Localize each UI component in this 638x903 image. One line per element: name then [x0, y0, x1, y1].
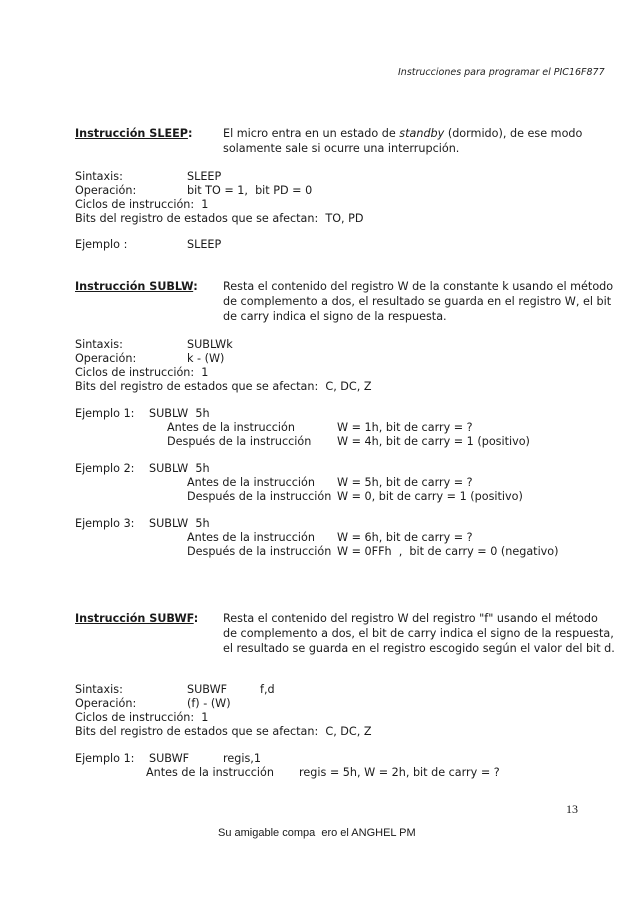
sleep-desc-line-2: solamente sale si ocurre una interrupción.	[223, 142, 460, 155]
sublw-operacion-value: k - (W)	[187, 352, 225, 365]
subwf-desc-line-3: el resultado se guarda en el registro escogido según el valor del bit d.	[223, 642, 615, 655]
sublw-ejemplo-3-after-value: W = 0FFh , bit de carry = 0 (negativo)	[337, 545, 559, 558]
subwf-desc-line-2: de complemento a dos, el bit de carry indica el signo de la respuesta,	[223, 627, 614, 640]
subwf-operacion-label: Operación:	[75, 697, 137, 710]
sleep-desc-em: standby	[399, 127, 445, 140]
subwf-title-colon: :	[193, 612, 199, 625]
subwf-ejemplo-before-value: regis = 5h, W = 2h, bit de carry = ?	[299, 766, 500, 779]
sleep-sintaxis-value: SLEEP	[187, 170, 222, 183]
sublw-ejemplo-2-before: Antes de la instrucción	[187, 476, 315, 489]
sleep-bits: Bits del registro de estados que se afectan: TO, PD	[75, 212, 364, 225]
sublw-desc-line-1: Resta el contenido del registro W de la constante k usando el método	[223, 280, 614, 293]
sublw-bits: Bits del registro de estados que se afectan: C, DC, Z	[75, 380, 372, 393]
sublw-ejemplo-3-after: Después de la instrucción	[187, 545, 332, 558]
sleep-operacion-label: Operación:	[75, 184, 137, 197]
sublw-ejemplo-2-after-value: W = 0, bit de carry = 1 (positivo)	[337, 490, 523, 503]
sublw-ejemplo-3-label: Ejemplo 3:	[75, 517, 135, 530]
sublw-ejemplo-1-after: Después de la instrucción	[167, 435, 312, 448]
sublw-ciclos: Ciclos de instrucción: 1	[75, 366, 209, 379]
sublw-sintaxis-label: Sintaxis:	[75, 338, 123, 351]
sleep-desc-a: El micro entra en un estado de	[223, 127, 400, 140]
sleep-title: Instrucción SLEEP	[75, 127, 188, 140]
sublw-ejemplo-1-before: Antes de la instrucción	[167, 421, 295, 434]
sublw-ejemplo-1-label: Ejemplo 1:	[75, 407, 135, 420]
sublw-ejemplo-1-code: SUBLW 5h	[149, 407, 210, 420]
sublw-desc-line-3: de carry indica el signo de la respuesta.	[223, 310, 447, 323]
sublw-ejemplo-1-before-value: W = 1h, bit de carry = ?	[337, 421, 473, 434]
subwf-desc-line-1: Resta el contenido del registro W del registro "f" usando el método	[223, 612, 598, 625]
subwf-ejemplo-before: Antes de la instrucción	[146, 766, 274, 779]
sublw-ejemplo-2-code: SUBLW 5h	[149, 462, 210, 475]
subwf-bits: Bits del registro de estados que se afectan: C, DC, Z	[75, 725, 372, 738]
sleep-ejemplo-label: Ejemplo :	[75, 238, 128, 251]
subwf-ejemplo-label: Ejemplo 1:	[75, 752, 135, 765]
subwf-ejemplo-code: SUBWF	[149, 752, 190, 765]
subwf-operacion-value: (f) - (W)	[187, 697, 231, 710]
sublw-ejemplo-1-after-value: W = 4h, bit de carry = 1 (positivo)	[337, 435, 530, 448]
page-number: 13	[566, 802, 578, 816]
sublw-ejemplo-2-after: Después de la instrucción	[187, 490, 332, 503]
subwf-sintaxis-args: f,d	[260, 683, 275, 696]
sublw-title-colon: :	[193, 280, 198, 293]
sublw-ejemplo-3-code: SUBLW 5h	[149, 517, 210, 530]
subwf-sintaxis-label: Sintaxis:	[75, 683, 123, 696]
sublw-ejemplo-3-before-value: W = 6h, bit de carry = ?	[337, 531, 473, 544]
sleep-desc-line-1	[223, 127, 582, 141]
sublw-desc-line-2: de complemento a dos, el resultado se guarda en el registro W, el bit	[223, 295, 612, 308]
sublw-title-line	[75, 280, 198, 294]
sleep-ciclos: Ciclos de instrucción: 1	[75, 198, 209, 211]
sublw-ejemplo-2-label: Ejemplo 2:	[75, 462, 135, 475]
sublw-sintaxis-value: SUBLWk	[187, 338, 233, 351]
subwf-ejemplo-args: regis,1	[223, 752, 261, 765]
subwf-ciclos: Ciclos de instrucción: 1	[75, 711, 209, 724]
sleep-ejemplo-value: SLEEP	[187, 238, 222, 251]
sublw-ejemplo-3-before: Antes de la instrucción	[187, 531, 315, 544]
sleep-operacion-value: bit TO = 1, bit PD = 0	[187, 184, 313, 197]
sleep-desc-b: (dormido), de ese modo	[444, 127, 583, 140]
running-header: Instrucciones para programar el PIC16F877	[398, 67, 605, 78]
page-footer: Su amigable compa ero el ANGHEL PM	[218, 827, 416, 839]
sublw-title: Instrucción SUBLW	[75, 280, 194, 293]
subwf-title-line	[75, 612, 198, 626]
sleep-title-line	[75, 127, 192, 141]
sleep-sintaxis-label: Sintaxis:	[75, 170, 123, 183]
subwf-title: Instrucción SUBWF	[75, 612, 194, 625]
sublw-ejemplo-2-before-value: W = 5h, bit de carry = ?	[337, 476, 473, 489]
sleep-title-colon: :	[187, 127, 193, 140]
subwf-sintaxis-value: SUBWF	[187, 683, 228, 696]
sublw-operacion-label: Operación:	[75, 352, 137, 365]
